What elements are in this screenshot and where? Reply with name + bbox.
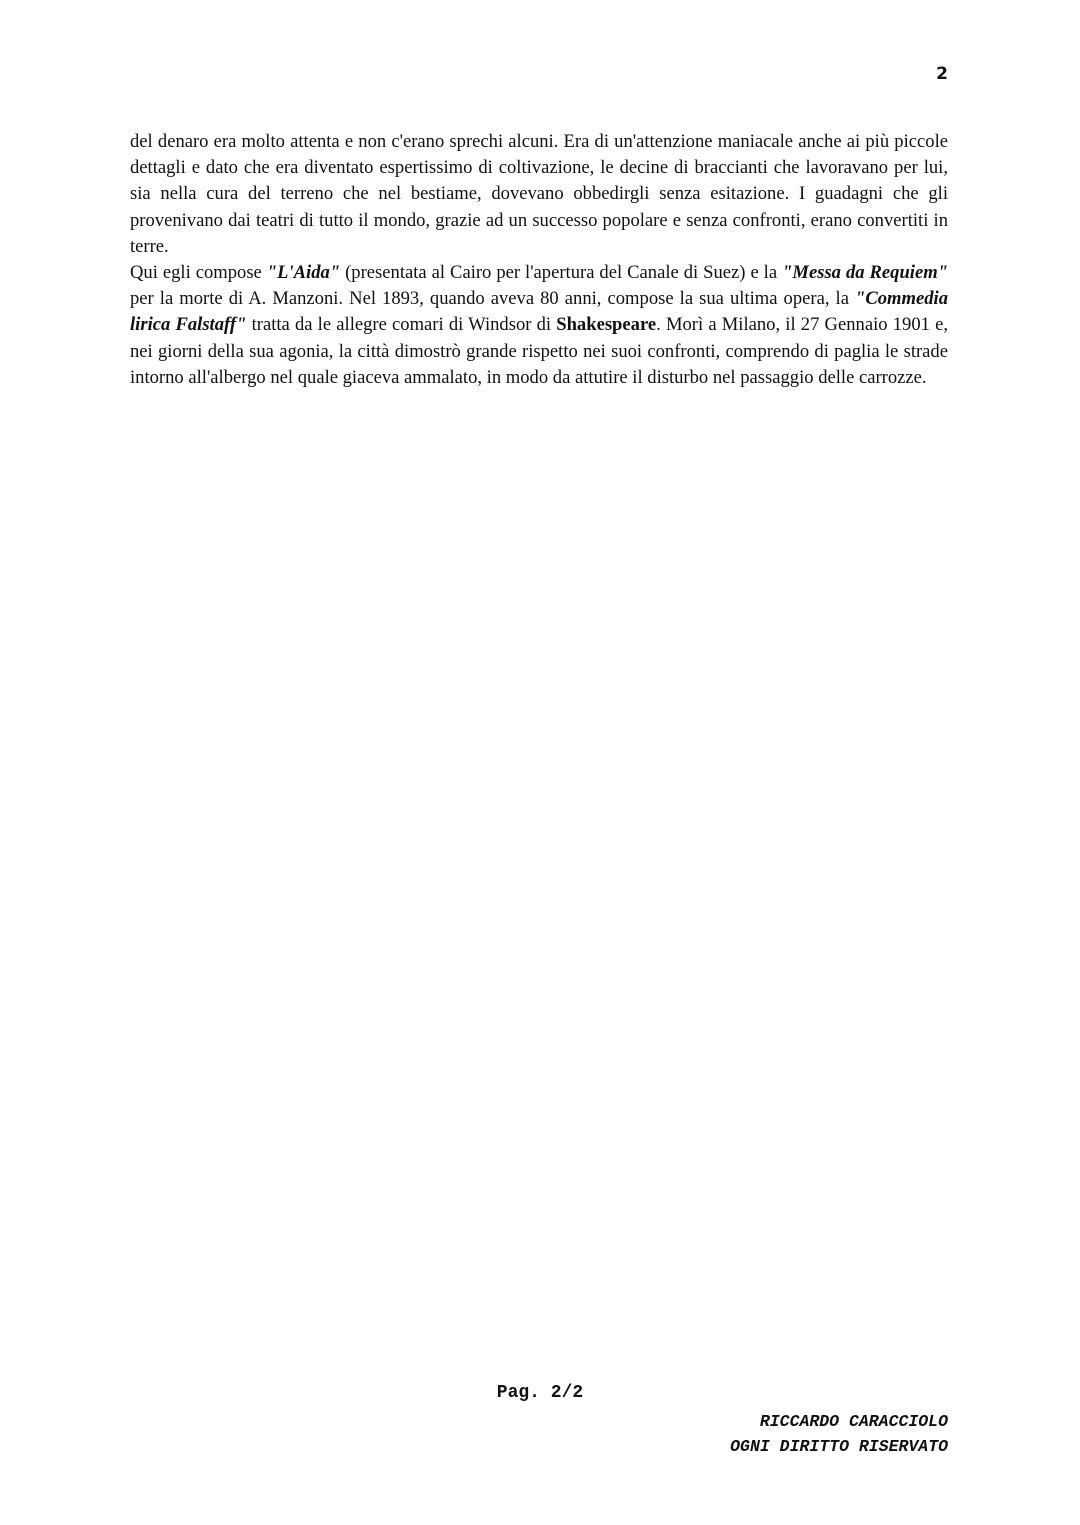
body-text xyxy=(130,129,948,391)
paragraph-2-text-5: . Morì a Milano, il 27 Gennaio 1901 e, nei giorni della sua agonia, la città dimostrò grande rispetto nei suoi confronti, comprendo di paglia le strade intorno all'albergo nel quale giaceva ammalato, in modo da attutire il disturbo nel passaggio delle carrozze. xyxy=(130,314,948,388)
footer-credits xyxy=(730,1409,948,1459)
work-title-falstaff: "Commedia lirica Falstaff" xyxy=(130,288,948,336)
paragraph-2-text-2: (presentata al Cairo per l'apertura del Canale di Suez) e la xyxy=(340,262,783,284)
author-name-shakespeare: Shakespeare xyxy=(556,314,657,336)
work-title-aida: "L'Aida" xyxy=(266,262,341,284)
footer-rights: OGNI DIRITTO RISERVATO xyxy=(730,1437,948,1456)
footer-page-label: Pag. 2/2 xyxy=(496,1383,584,1403)
page-number: 2 xyxy=(936,64,948,84)
paragraph-1: del denaro era molto attenta e non c'erano sprechi alcuni. Era di un'attenzione maniacale anche ai più piccole dettagli e dato che era diventato espertissimo di coltivazione, le decine di braccianti che lavoravano per lui, sia nella cura del terreno che nel bestiame, dovevano obbedirgli senza esitazione. I guadagni che gli provenivano dai teatri di tutto il mondo, grazie ad un successo popolare e senza confronti, erano convertiti in terre. xyxy=(130,131,948,257)
paragraph-2-text-1: Qui egli compose xyxy=(130,262,267,284)
paragraph-2-text-4: tratta da le allegre comari di Windsor di xyxy=(246,314,557,336)
footer-author: RICCARDO CARACCIOLO xyxy=(759,1412,948,1431)
work-title-messa-da-requiem: "Messa da Requiem" xyxy=(782,262,949,284)
paragraph-2-text-3: per la morte di A. Manzoni. Nel 1893, quando aveva 80 anni, compose la sua ultima opera, la xyxy=(130,288,856,310)
paragraph-2 xyxy=(130,260,948,391)
